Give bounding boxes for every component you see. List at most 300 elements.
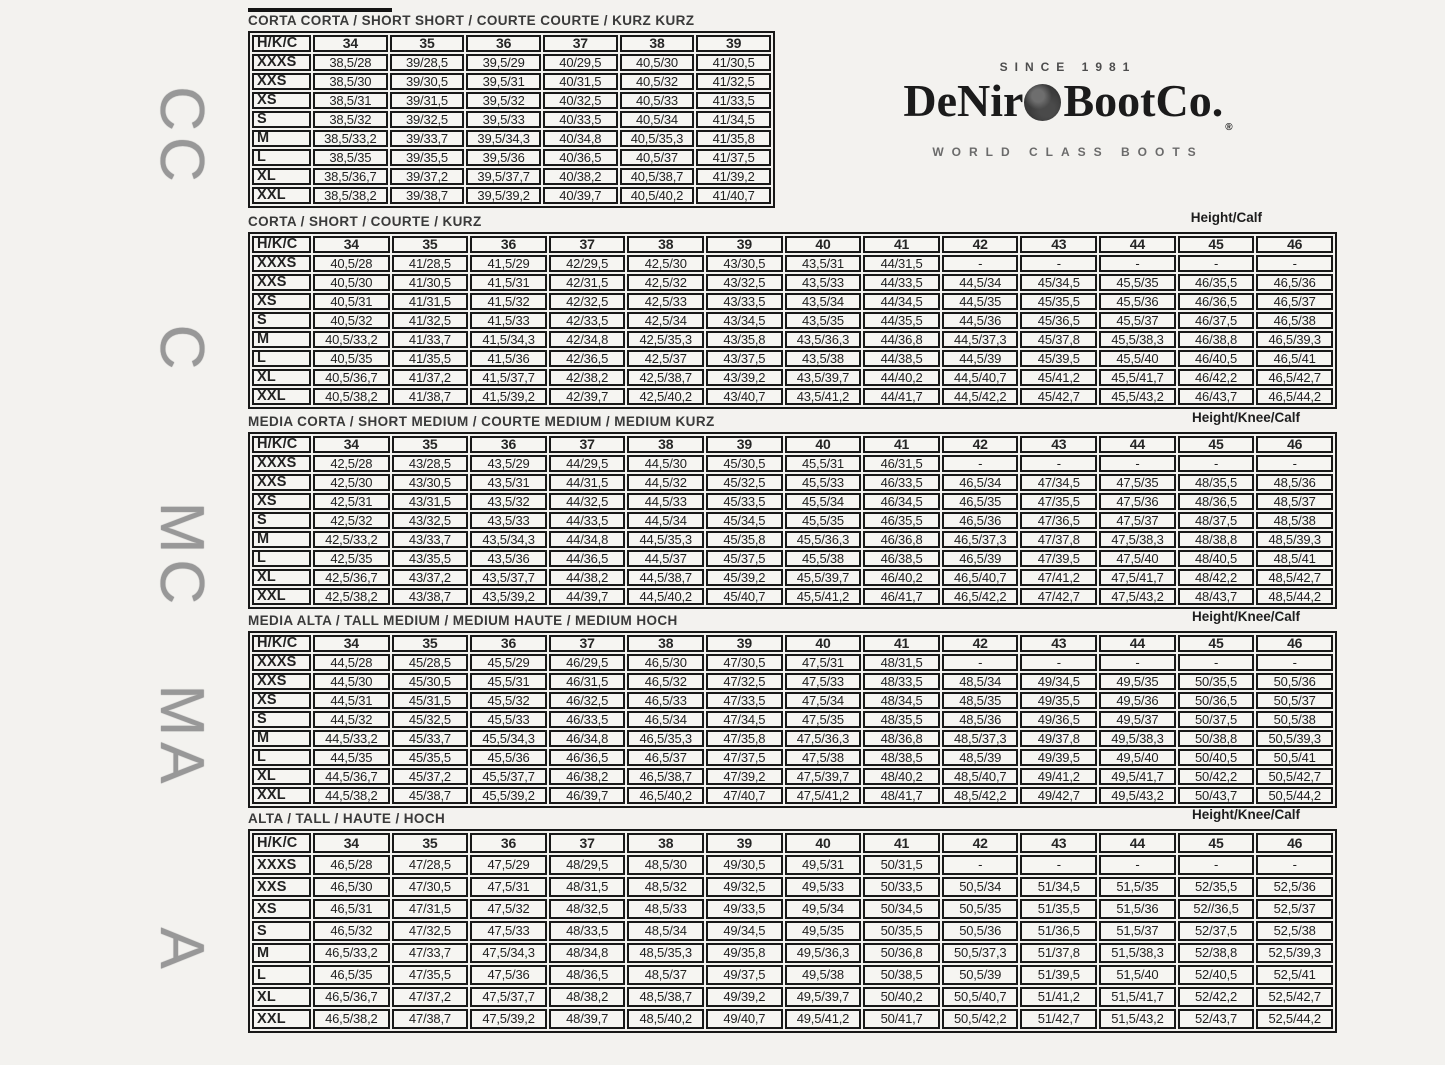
value-cell: 50/36,5 (1178, 692, 1255, 709)
value-cell: 51/35,5 (1020, 899, 1097, 919)
value-cell: 44/38,2 (549, 569, 626, 586)
size-header-cell: 46 (1256, 833, 1333, 853)
table-row (252, 474, 1333, 491)
value-cell: 46/33,5 (549, 711, 626, 728)
row-label-cell: XS (252, 899, 311, 919)
row-label-cell: XS (252, 92, 311, 109)
size-header-cell: 35 (392, 833, 469, 853)
value-cell: 45/30,5 (392, 673, 469, 690)
value-cell: 45/34,5 (706, 512, 783, 529)
value-cell: 51/37,8 (1020, 943, 1097, 963)
value-cell: 39,5/37,7 (466, 168, 541, 185)
value-cell: - (1256, 654, 1333, 671)
value-cell: 41,5/34,3 (470, 331, 547, 348)
value-cell: 45/30,5 (706, 455, 783, 472)
value-cell: 46,5/38 (1256, 312, 1333, 329)
value-cell: 48/35,5 (863, 711, 940, 728)
row-label-cell: M (252, 943, 311, 963)
value-cell: 48/38,8 (1178, 531, 1255, 548)
side-label-ma: MA (147, 684, 217, 790)
value-cell: 49/34,5 (706, 921, 783, 941)
row-label-cell: XXL (252, 1009, 311, 1029)
size-header-cell: 37 (549, 236, 626, 253)
value-cell: 48,5/44,2 (1256, 588, 1333, 605)
value-cell: 50,5/34 (942, 877, 1019, 897)
table-row (252, 255, 1333, 272)
value-cell: 42/34,8 (549, 331, 626, 348)
value-cell: 47,5/39,2 (470, 1009, 547, 1029)
value-cell: 46,5/30 (313, 877, 390, 897)
value-cell: 47/33,7 (392, 943, 469, 963)
value-cell: 48,5/42,7 (1256, 569, 1333, 586)
table-row (252, 149, 771, 166)
value-cell: 38,5/38,2 (313, 187, 388, 204)
value-cell: 39,5/31 (466, 73, 541, 90)
size-header-cell: 39 (696, 35, 771, 52)
row-label-cell: M (252, 331, 311, 348)
size-header-cell: 36 (470, 236, 547, 253)
value-cell: 45,5/33 (470, 711, 547, 728)
value-cell: 51,5/38,3 (1099, 943, 1176, 963)
value-cell: - (1099, 455, 1176, 472)
value-cell: 47/33,5 (706, 692, 783, 709)
value-cell: 40,5/33 (620, 92, 695, 109)
value-cell: 50,5/42,7 (1256, 768, 1333, 785)
value-cell: 50/34,5 (863, 899, 940, 919)
size-header-cell: 44 (1099, 635, 1176, 652)
value-cell: 46/43,7 (1178, 388, 1255, 405)
value-cell: 48,5/39 (942, 749, 1019, 766)
value-cell: 41/33,5 (696, 92, 771, 109)
value-cell: 50,5/44,2 (1256, 787, 1333, 804)
value-cell: 46,5/28 (313, 855, 390, 875)
value-cell: 47,5/35 (785, 711, 862, 728)
value-cell: 47,5/33 (785, 673, 862, 690)
value-cell: 47/41,2 (1020, 569, 1097, 586)
side-label-mc: MC (147, 501, 217, 611)
value-cell: 49,5/31 (785, 855, 862, 875)
value-cell: 46,5/35 (942, 493, 1019, 510)
table-title: MEDIA ALTA / TALL MEDIUM / MEDIUM HAUTE / MEDIUM HOCH (248, 613, 678, 628)
value-cell: 44,5/37,3 (942, 331, 1019, 348)
value-cell: 40/29,5 (543, 54, 618, 71)
value-cell: 40,5/31 (313, 293, 390, 310)
value-cell: 44,5/34 (627, 512, 704, 529)
row-label-cell: XL (252, 168, 311, 185)
value-cell: 52,5/38 (1256, 921, 1333, 941)
value-cell: 44,5/39 (942, 350, 1019, 367)
row-label-cell: L (252, 550, 311, 567)
value-cell: 43/39,2 (706, 369, 783, 386)
value-cell: 45/41,2 (1020, 369, 1097, 386)
table-section-alta (248, 807, 1337, 1033)
header-row (252, 635, 1333, 652)
brand-logo (853, 60, 1283, 159)
table-row (252, 531, 1333, 548)
registered-mark-icon: ® (1225, 122, 1233, 133)
value-cell: 46/33,5 (863, 474, 940, 491)
value-cell: 51/42,7 (1020, 1009, 1097, 1029)
value-cell: 40,5/32 (313, 312, 390, 329)
value-cell: 47/32,5 (392, 921, 469, 941)
value-cell: 38,5/31 (313, 92, 388, 109)
row-label-cell: XS (252, 493, 311, 510)
table-section-corta-corta (248, 13, 775, 208)
value-cell: 42,5/32 (627, 274, 704, 291)
table-row (252, 749, 1333, 766)
value-cell: 42/33,5 (549, 312, 626, 329)
value-cell: 52,5/41 (1256, 965, 1333, 985)
corner-cell: H/K/C (252, 236, 311, 253)
value-cell: 50/36,8 (863, 943, 940, 963)
value-cell: 44,5/36,7 (313, 768, 390, 785)
value-cell: 50,5/38 (1256, 711, 1333, 728)
value-cell: 43/28,5 (392, 455, 469, 472)
value-cell: 52,5/39,3 (1256, 943, 1333, 963)
row-label-cell: XXXS (252, 855, 311, 875)
value-cell: 51/41,2 (1020, 987, 1097, 1007)
table-row (252, 965, 1333, 985)
value-cell: 45,5/37,7 (470, 768, 547, 785)
value-cell: 46,5/33 (627, 692, 704, 709)
value-cell: 46,5/39 (942, 550, 1019, 567)
value-cell: 51,5/43,2 (1099, 1009, 1176, 1029)
value-cell: 48/34,8 (549, 943, 626, 963)
row-label-cell: L (252, 149, 311, 166)
scan-artifact-line (248, 8, 392, 12)
value-cell: 51,5/35 (1099, 877, 1176, 897)
value-cell: 41/32,5 (696, 73, 771, 90)
row-label-cell: S (252, 111, 311, 128)
row-label-cell: XS (252, 692, 311, 709)
value-cell: 39/30,5 (390, 73, 465, 90)
row-label-cell: S (252, 711, 311, 728)
value-cell: 48,5/30 (627, 855, 704, 875)
row-label-cell: XL (252, 768, 311, 785)
value-cell: 39/28,5 (390, 54, 465, 71)
value-cell: 43,5/41,2 (785, 388, 862, 405)
value-cell: 49,5/36,3 (785, 943, 862, 963)
value-cell: 48,5/32 (627, 877, 704, 897)
value-cell: 42,5/30 (313, 474, 390, 491)
value-cell: 47,5/38,3 (1099, 531, 1176, 548)
size-header-cell: 38 (627, 635, 704, 652)
value-cell: 43,5/34 (785, 293, 862, 310)
value-cell: 42/31,5 (549, 274, 626, 291)
value-cell: 46,5/36 (942, 512, 1019, 529)
value-cell: 45/32,5 (392, 711, 469, 728)
value-cell: 46/42,2 (1178, 369, 1255, 386)
value-cell: 43/38,7 (392, 588, 469, 605)
value-cell: - (1099, 855, 1176, 875)
value-cell: 50,5/37,3 (942, 943, 1019, 963)
value-cell: 49,5/33 (785, 877, 862, 897)
logo-tagline: WORLD CLASS BOOTS (932, 145, 1204, 159)
value-cell: 44/33,5 (549, 512, 626, 529)
value-cell: 45,5/35 (785, 512, 862, 529)
size-header-cell: 40 (785, 236, 862, 253)
value-cell: 45/39,2 (706, 569, 783, 586)
value-cell: 45/33,5 (706, 493, 783, 510)
value-cell: 48,5/40,2 (627, 1009, 704, 1029)
value-cell: 46,5/32 (313, 921, 390, 941)
value-cell: 49,5/39,7 (785, 987, 862, 1007)
row-label-cell: XXS (252, 274, 311, 291)
size-header-cell: 39 (706, 833, 783, 853)
value-cell: 44,5/30 (627, 455, 704, 472)
value-cell: 46,5/40,7 (942, 569, 1019, 586)
logo-name-right: BootCo. (1063, 75, 1224, 126)
value-cell: 50/40,2 (863, 987, 940, 1007)
value-cell: 48/38,2 (549, 987, 626, 1007)
value-cell: 45/37,8 (1020, 331, 1097, 348)
value-cell: 40/32,5 (543, 92, 618, 109)
size-table-media-corta (248, 432, 1337, 609)
value-cell: 45/35,5 (392, 749, 469, 766)
value-cell: 40,5/34 (620, 111, 695, 128)
value-cell: 46,5/34 (627, 711, 704, 728)
value-cell: 49/36,5 (1020, 711, 1097, 728)
value-cell: 43,5/35 (785, 312, 862, 329)
table-title: MEDIA CORTA / SHORT MEDIUM / COURTE MEDIUM / MEDIUM KURZ (248, 414, 715, 429)
table-title: CORTA / SHORT / COURTE / KURZ (248, 214, 482, 229)
table-row (252, 350, 1333, 367)
value-cell: 41,5/32 (470, 293, 547, 310)
value-cell: 41,5/33 (470, 312, 547, 329)
value-cell: 49,5/38 (785, 965, 862, 985)
value-cell: 43/40,7 (706, 388, 783, 405)
value-cell: 38,5/33,2 (313, 130, 388, 147)
value-cell: 46,5/35,3 (627, 730, 704, 747)
value-cell: 46,5/42,2 (942, 588, 1019, 605)
value-cell: 48/42,2 (1178, 569, 1255, 586)
row-label-cell: XXXS (252, 654, 311, 671)
value-cell: 47,5/43,2 (1099, 588, 1176, 605)
value-cell: 38,5/30 (313, 73, 388, 90)
value-cell: 52/42,2 (1178, 987, 1255, 1007)
value-cell: 40,5/36,7 (313, 369, 390, 386)
value-cell: 43/33,7 (392, 531, 469, 548)
value-cell: 48/31,5 (863, 654, 940, 671)
value-cell: 50,5/35 (942, 899, 1019, 919)
value-cell: 46,5/33,2 (313, 943, 390, 963)
value-cell: 49,5/41,2 (785, 1009, 862, 1029)
value-cell: 49/30,5 (706, 855, 783, 875)
value-cell: 43,5/37,7 (470, 569, 547, 586)
size-header-cell: 43 (1020, 833, 1097, 853)
value-cell: 48/43,7 (1178, 588, 1255, 605)
value-cell: 49/39,5 (1020, 749, 1097, 766)
value-cell: 51/39,5 (1020, 965, 1097, 985)
value-cell: 41/38,7 (392, 388, 469, 405)
value-cell: 48,5/34 (942, 673, 1019, 690)
value-cell: 41,5/39,2 (470, 388, 547, 405)
value-cell: 44,5/38,2 (313, 787, 390, 804)
row-label-cell: XXXS (252, 54, 311, 71)
size-header-cell: 39 (706, 436, 783, 453)
value-cell: 43,5/33 (785, 274, 862, 291)
value-cell: 42/39,7 (549, 388, 626, 405)
value-cell: 48,5/37 (627, 965, 704, 985)
value-cell: 44,5/35 (942, 293, 1019, 310)
value-cell: 40,5/35 (313, 350, 390, 367)
value-cell: 46/38,8 (1178, 331, 1255, 348)
value-cell: 45,5/41,2 (785, 588, 862, 605)
value-cell: 46/41,7 (863, 588, 940, 605)
value-cell: 52//36,5 (1178, 899, 1255, 919)
value-cell: 45,5/37 (1099, 312, 1176, 329)
value-cell: 42,5/38,7 (627, 369, 704, 386)
value-cell: 42/36,5 (549, 350, 626, 367)
value-cell: 42,5/35 (313, 550, 390, 567)
size-header-cell: 38 (627, 833, 704, 853)
value-cell: 45,5/38 (785, 550, 862, 567)
value-cell: 48,5/34 (627, 921, 704, 941)
value-cell: 50/41,7 (863, 1009, 940, 1029)
value-cell: 47/31,5 (392, 899, 469, 919)
value-cell: 41,5/29 (470, 255, 547, 272)
size-header-cell: 37 (549, 635, 626, 652)
value-cell: 48/35,5 (1178, 474, 1255, 491)
value-cell: 46/34,8 (549, 730, 626, 747)
value-cell: 43,5/31 (470, 474, 547, 491)
value-cell: 49/35,5 (1020, 692, 1097, 709)
size-header-cell: 40 (785, 833, 862, 853)
value-cell: 40,5/33,2 (313, 331, 390, 348)
value-cell: 48/40,2 (863, 768, 940, 785)
value-cell: 40,5/30 (620, 54, 695, 71)
row-label-cell: L (252, 965, 311, 985)
value-cell: 50,5/36 (1256, 673, 1333, 690)
value-cell: 43/37,2 (392, 569, 469, 586)
size-header-cell: 43 (1020, 635, 1097, 652)
value-cell: 40,5/37 (620, 149, 695, 166)
value-cell: 48,5/39,3 (1256, 531, 1333, 548)
value-cell: 45/40,7 (706, 588, 783, 605)
value-cell: 39,5/34,3 (466, 130, 541, 147)
value-cell: 52/38,8 (1178, 943, 1255, 963)
value-cell: 39,5/39,2 (466, 187, 541, 204)
value-cell: 45,5/34 (785, 493, 862, 510)
value-cell: 47/32,5 (706, 673, 783, 690)
size-header-cell: 44 (1099, 436, 1176, 453)
value-cell: 46,5/36 (1256, 274, 1333, 291)
value-cell: 50,5/39,3 (1256, 730, 1333, 747)
value-cell: 42,5/38,2 (313, 588, 390, 605)
value-cell: 44,5/35,3 (627, 531, 704, 548)
value-cell: 43/30,5 (392, 474, 469, 491)
value-cell: 48/36,5 (1178, 493, 1255, 510)
size-header-cell: 46 (1256, 236, 1333, 253)
corner-note: Height/Calf (1190, 210, 1262, 225)
value-cell: 45/34,5 (1020, 274, 1097, 291)
logo-name-left: DeNir (903, 75, 1024, 126)
value-cell: 43/31,5 (392, 493, 469, 510)
table-row (252, 673, 1333, 690)
value-cell: 46,5/40,2 (627, 787, 704, 804)
value-cell: 40,5/35,3 (620, 130, 695, 147)
value-cell: 50/42,2 (1178, 768, 1255, 785)
value-cell: 39,5/33 (466, 111, 541, 128)
value-cell: 52,5/44,2 (1256, 1009, 1333, 1029)
value-cell: 45,5/29 (470, 654, 547, 671)
value-cell: 47,5/31 (785, 654, 862, 671)
value-cell: 45/37,5 (706, 550, 783, 567)
value-cell: 48/36,5 (549, 965, 626, 985)
value-cell: 38,5/35 (313, 149, 388, 166)
value-cell: 44/36,8 (863, 331, 940, 348)
size-header-cell: 43 (1020, 436, 1097, 453)
table-row (252, 569, 1333, 586)
value-cell: 48,5/38,7 (627, 987, 704, 1007)
value-cell: 39,5/32 (466, 92, 541, 109)
value-cell: 50/38,8 (1178, 730, 1255, 747)
value-cell: 45/42,7 (1020, 388, 1097, 405)
value-cell: 47/30,5 (706, 654, 783, 671)
value-cell: - (942, 855, 1019, 875)
value-cell: 44,5/36 (942, 312, 1019, 329)
value-cell: 49/40,7 (706, 1009, 783, 1029)
value-cell: 49/34,5 (1020, 673, 1097, 690)
value-cell: 46,5/41 (1256, 350, 1333, 367)
value-cell: 45/32,5 (706, 474, 783, 491)
size-header-cell: 44 (1099, 833, 1176, 853)
size-header-cell: 41 (863, 635, 940, 652)
table-section-media-alta (248, 609, 1337, 808)
value-cell: 39/31,5 (390, 92, 465, 109)
value-cell: 44/41,7 (863, 388, 940, 405)
size-header-cell: 39 (706, 236, 783, 253)
value-cell: 49/37,5 (706, 965, 783, 985)
size-header-cell: 38 (627, 236, 704, 253)
value-cell: - (1178, 255, 1255, 272)
value-cell: 46/39,7 (549, 787, 626, 804)
value-cell: - (1020, 255, 1097, 272)
value-cell: 46,5/32 (627, 673, 704, 690)
row-label-cell: XXS (252, 474, 311, 491)
value-cell: 47/35,5 (1020, 493, 1097, 510)
value-cell: 46,5/34 (942, 474, 1019, 491)
size-header-cell: 43 (1020, 236, 1097, 253)
value-cell: 47/37,8 (1020, 531, 1097, 548)
value-cell: 47,5/36,3 (785, 730, 862, 747)
value-cell: 45,5/36 (1099, 293, 1176, 310)
row-label-cell: XXXS (252, 455, 311, 472)
row-label-cell: XS (252, 293, 311, 310)
value-cell: 46,5/31 (313, 899, 390, 919)
value-cell: 42,5/34 (627, 312, 704, 329)
size-header-cell: 34 (313, 833, 390, 853)
value-cell: 41,5/36 (470, 350, 547, 367)
value-cell: 42,5/35,3 (627, 331, 704, 348)
value-cell: 42,5/28 (313, 455, 390, 472)
row-label-cell: XL (252, 369, 311, 386)
value-cell: 46,5/37 (1256, 293, 1333, 310)
value-cell: 46/40,2 (863, 569, 940, 586)
row-label-cell: L (252, 350, 311, 367)
value-cell: 52/35,5 (1178, 877, 1255, 897)
value-cell: 47/35,5 (392, 965, 469, 985)
size-header-cell: 34 (313, 236, 390, 253)
value-cell: 41/40,7 (696, 187, 771, 204)
value-cell: 50/35,5 (863, 921, 940, 941)
value-cell: 47/34,5 (1020, 474, 1097, 491)
row-label-cell: S (252, 921, 311, 941)
value-cell: 44,5/40,7 (942, 369, 1019, 386)
value-cell: 43/32,5 (706, 274, 783, 291)
size-header-cell: 45 (1178, 833, 1255, 853)
value-cell: 43/33,5 (706, 293, 783, 310)
